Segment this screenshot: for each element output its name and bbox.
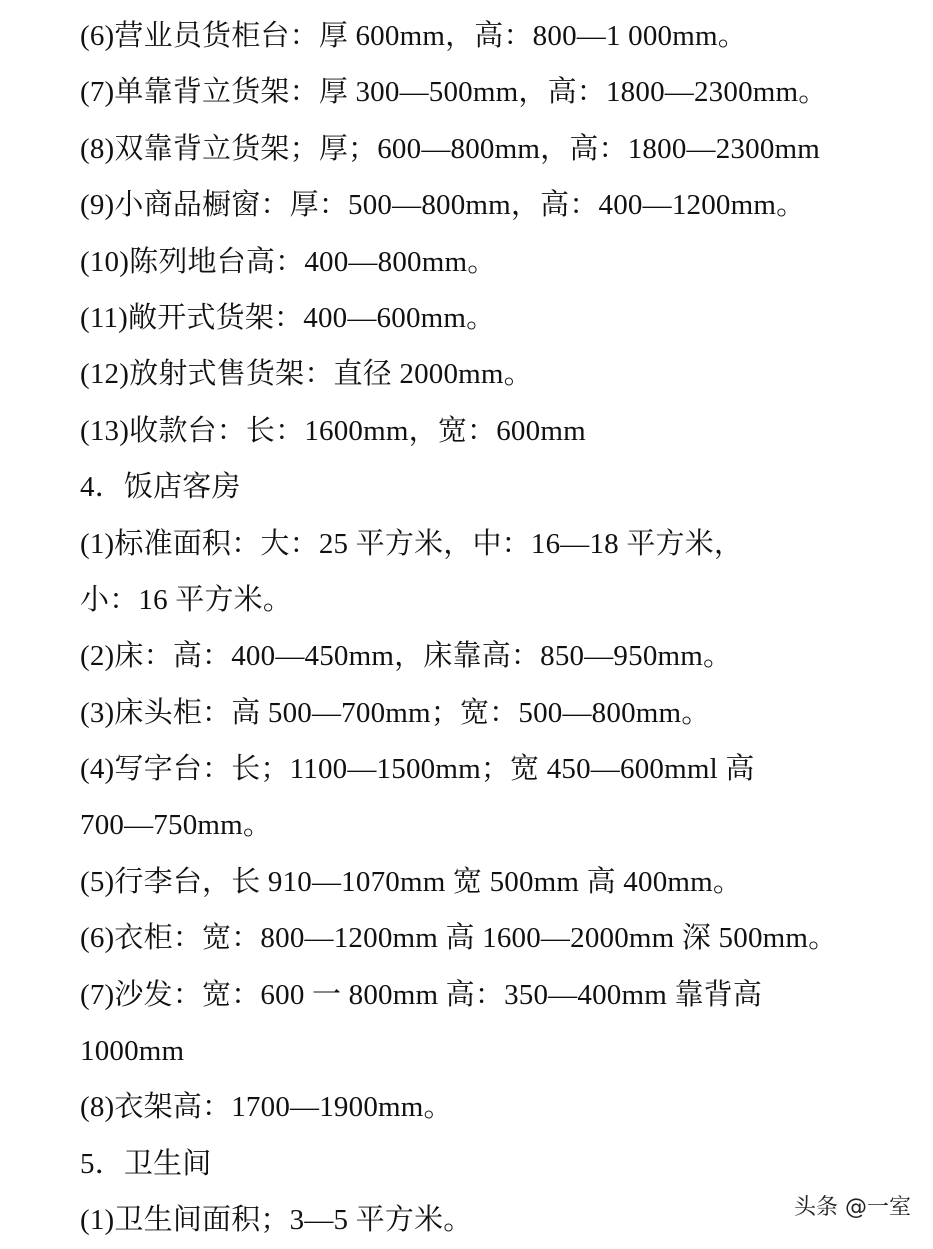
text-line: (7)单靠背立货架：厚 300—500mm，高：1800—2300mm。 bbox=[80, 76, 828, 109]
text-line: (10)陈列地台高：400—800mm。 bbox=[80, 245, 497, 278]
text-line: (8)双靠背立货架；厚；600—800mm，高：1800—2300mm bbox=[80, 132, 821, 165]
text-line: (12)放射式售货架：直径 2000mm。 bbox=[80, 358, 533, 391]
document-body bbox=[80, 8, 913, 1249]
text-line: 4．饭店客房 bbox=[80, 471, 241, 504]
text-line: (1)卫生间面积；3—5 平方米。 bbox=[80, 1204, 473, 1237]
watermark: 头条 @一室 bbox=[794, 1195, 911, 1220]
text-line: (6)衣柜：宽：800—1200mm 高 1600—2000mm 深 500mm。 bbox=[80, 922, 838, 955]
text-line: (9)小商品橱窗：厚：500—800mm，高：400—1200mm。 bbox=[80, 189, 806, 222]
text-line: 700—750mm。 bbox=[80, 809, 273, 842]
text-line: (2)床：高：400—450mm，床靠高：850—950mm。 bbox=[80, 640, 733, 673]
text-line: 5．卫生间 bbox=[80, 1147, 212, 1180]
text-line: (3)床头柜：高 500—700mm；宽：500—800mm。 bbox=[80, 696, 711, 729]
text-line: (5)行李台，长 910—1070mm 宽 500mm 高 400mm。 bbox=[80, 865, 743, 898]
text-line: (6)营业员货柜台：厚 600mm，高：800—1 000mm。 bbox=[80, 20, 747, 52]
text-line: (4)写字台：长；1100—1500mm；宽 450—600mml 高 bbox=[80, 753, 755, 786]
text-line: (7)沙发：宽：600 一 800mm 高：350—400mm 靠背高 bbox=[80, 978, 763, 1011]
text-line: 1000mm bbox=[80, 1035, 185, 1068]
text-line: (11)敞开式货架：400—600mm。 bbox=[80, 301, 496, 334]
text-line: (13)收款台：长：1600mm，宽：600mm bbox=[80, 414, 586, 447]
text-line: (1)标准面积：大：25 平方米，中：16—18 平方米， bbox=[80, 527, 744, 560]
text-line: (8)衣架高：1700—1900mm。 bbox=[80, 1091, 453, 1124]
text-line: 小：16 平方米。 bbox=[80, 583, 293, 616]
